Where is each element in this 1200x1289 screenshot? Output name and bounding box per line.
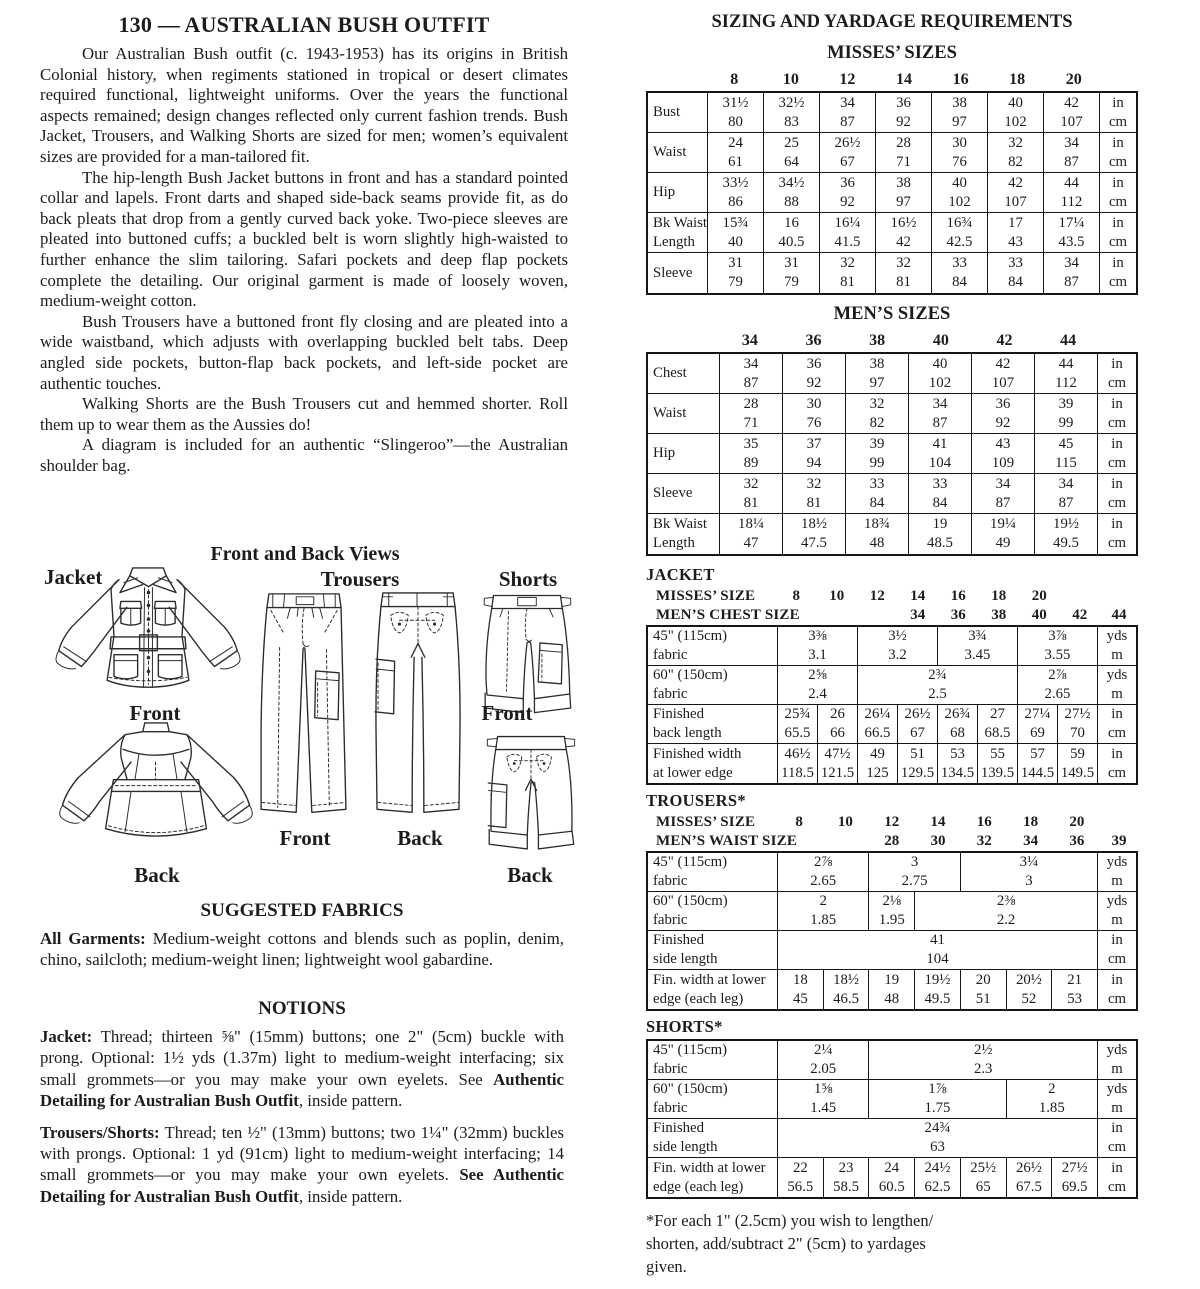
measurement-cell: 35 89 bbox=[720, 434, 783, 474]
size-column-header: 12 bbox=[839, 71, 856, 88]
shorts-back-drawing bbox=[480, 731, 582, 861]
yardage-cell: 27½ 69.5 bbox=[1052, 1158, 1098, 1197]
fabrics-section bbox=[40, 900, 564, 971]
measurement-cell: 42 107 bbox=[988, 173, 1044, 213]
size-column-header: 28 bbox=[884, 833, 900, 849]
measurement-cell: 32 82 bbox=[988, 133, 1044, 173]
row-label: Bk Waist Length bbox=[648, 514, 720, 554]
unit-cell: in cm bbox=[1100, 213, 1136, 253]
unit-cell: in cm bbox=[1100, 133, 1136, 173]
description-paragraph: Our Australian Bush outfit (c. 1943-1953) has its origins in British Colonial history, when regiments stationed in tropical or desert climates required functional, lightweight uniforms. Over the years the functional aspects remained; design changes reflected only current fashion trends. Bush Jacket, Trousers, and Walking Shorts are sized for men; women’s equivalent sizes are provided for a man-tailored fit. bbox=[40, 44, 568, 166]
measurement-cell: 34½ 88 bbox=[764, 173, 820, 213]
jacket-back-drawing bbox=[48, 719, 264, 861]
size-column-header: 40 bbox=[1031, 607, 1047, 623]
yardage-cell: 18½ 46.5 bbox=[824, 970, 870, 1009]
yardage-cell: 21 53 bbox=[1052, 970, 1098, 1009]
measurement-cell: 19½ 49.5 bbox=[1035, 514, 1098, 554]
yardage-cell: 3¾ 3.45 bbox=[938, 627, 1018, 666]
notions-heading: NOTIONS bbox=[258, 998, 346, 1019]
measurement-cell: 34 87 bbox=[1044, 133, 1100, 173]
size-row-label: MISSES’ SIZE bbox=[656, 588, 756, 604]
size-column-header: 10 bbox=[837, 814, 853, 830]
yardage-cell: 2⅜ 2.2 bbox=[915, 892, 1098, 931]
page-title: 130 — AUSTRALIAN BUSH OUTFIT bbox=[118, 12, 490, 37]
trousers-yardage-table bbox=[646, 813, 1138, 1011]
yardage-cell: 51 129.5 bbox=[898, 744, 938, 783]
measurement-cell: 36 92 bbox=[972, 394, 1035, 434]
notions-jacket-text: Jacket: Thread; thirteen ⅝" (15mm) buttons; one 2" (5cm) buckle with prong. Optional: 1½ yds (1.37m) light to medium-weight interfacing; six small grommets—or you may make your own eyelets. See Authentic Detailing for Australian Bush Outfit, inside pattern. bbox=[40, 1027, 564, 1111]
yardage-cell: 23 58.5 bbox=[824, 1158, 870, 1197]
trousers-table-heading: TROUSERS* bbox=[646, 791, 746, 810]
shorts-label: Shorts bbox=[498, 567, 558, 591]
shorts-table-heading: SHORTS* bbox=[646, 1017, 723, 1036]
measurement-cell: 43 109 bbox=[972, 434, 1035, 474]
yardage-cell: 25¾ 65.5 bbox=[778, 705, 818, 744]
measurement-cell: 24 61 bbox=[708, 133, 764, 173]
footnote-line: given. bbox=[646, 1257, 687, 1276]
shorts-back-caption: Back bbox=[507, 863, 553, 887]
row-label: Waist bbox=[648, 394, 720, 434]
measurement-cell: 42 107 bbox=[972, 354, 1035, 394]
yardage-cell: 2¾ 2.5 bbox=[858, 666, 1018, 705]
row-label: Bust bbox=[648, 93, 708, 133]
size-column-header: 30 bbox=[930, 833, 946, 849]
yardage-cell: 26¼ 66.5 bbox=[858, 705, 898, 744]
unit-cell: in cm bbox=[1098, 1119, 1136, 1158]
measurement-cell: 44 112 bbox=[1035, 354, 1098, 394]
jacket-front-caption: Front bbox=[129, 701, 181, 725]
mens-size-table bbox=[646, 330, 1138, 556]
unit-cell: yds m bbox=[1098, 853, 1136, 892]
size-column-header: 20 bbox=[1069, 814, 1085, 830]
measurement-cell: 17¼ 43.5 bbox=[1044, 213, 1100, 253]
size-column-header: 14 bbox=[930, 814, 946, 830]
measurement-cell: 33 84 bbox=[932, 253, 988, 293]
sizing-column bbox=[646, 12, 1138, 1278]
measurement-cell: 34 87 bbox=[909, 394, 972, 434]
yardage-grid bbox=[646, 625, 1138, 785]
measurement-cell: 36 92 bbox=[783, 354, 846, 394]
unit-cell: in cm bbox=[1098, 394, 1136, 434]
size-column-header: 10 bbox=[782, 71, 799, 88]
yardage-cell: 2⅞ 2.65 bbox=[1018, 666, 1098, 705]
yardage-cell: 59 149.5 bbox=[1058, 744, 1098, 783]
yardage-cell: 3¼ 3 bbox=[961, 853, 1098, 892]
unit-cell: in cm bbox=[1107, 745, 1127, 781]
yardage-cell: 27½ 70 bbox=[1058, 705, 1098, 744]
unit-cell: in cm bbox=[1098, 705, 1136, 744]
trousers-back-caption: Back bbox=[397, 826, 443, 850]
yardage-cell: 41 104 bbox=[778, 931, 1098, 970]
yardage-cell: 2⅛ 1.95 bbox=[869, 892, 915, 931]
size-column-header: 42 bbox=[1072, 607, 1088, 623]
jacket-label: Jacket bbox=[44, 565, 103, 589]
size-column-header: 42 bbox=[996, 332, 1013, 349]
description-paragraph: A diagram is included for an authentic “Slingeroo”—the Australian shoulder bag. bbox=[40, 435, 568, 475]
measurement-cell: 31 79 bbox=[764, 253, 820, 293]
size-column-header: 38 bbox=[991, 607, 1007, 623]
measurement-cell: 34 87 bbox=[1044, 253, 1100, 293]
notions-section bbox=[40, 998, 564, 1207]
measurement-cell: 17 43 bbox=[988, 213, 1044, 253]
measurement-cell: 37 94 bbox=[783, 434, 846, 474]
measurement-cell: 45 115 bbox=[1035, 434, 1098, 474]
row-label: Hip bbox=[648, 173, 708, 213]
measurement-cell: 16¾ 42.5 bbox=[932, 213, 988, 253]
unit-cell: in cm bbox=[1098, 434, 1136, 474]
jacket-yardage-table bbox=[646, 587, 1138, 785]
measurement-cell: 18¼ 47 bbox=[720, 514, 783, 554]
size-column-header: 36 bbox=[950, 607, 966, 623]
size-column-header: 34 bbox=[910, 607, 926, 623]
yardage-cell: 2⅞ 2.65 bbox=[778, 853, 869, 892]
row-label: Waist bbox=[648, 133, 708, 173]
size-header-row bbox=[646, 69, 1138, 91]
unit-cell: yds m bbox=[1098, 1080, 1136, 1119]
measurement-cell: 36 92 bbox=[820, 173, 876, 213]
yardage-cell: 2 1.85 bbox=[778, 892, 869, 931]
size-header-row bbox=[646, 832, 1138, 851]
shorts-yardage-table bbox=[646, 1039, 1138, 1199]
yardage-cell: 24¾ 63 bbox=[778, 1119, 1098, 1158]
yardage-cell: 53 134.5 bbox=[938, 744, 978, 783]
size-row-label: MEN’S CHEST SIZE bbox=[656, 607, 800, 623]
row-label: 45" (115cm) fabric bbox=[648, 627, 778, 666]
measurement-cell: 38 97 bbox=[846, 354, 909, 394]
jacket-back-caption: Back bbox=[134, 863, 180, 887]
measurement-cell: 31½ 80 bbox=[708, 93, 764, 133]
unit-cell: in cm bbox=[1108, 255, 1128, 290]
measurement-cell: 16¼ 41.5 bbox=[820, 213, 876, 253]
row-label: Fin. width at lower edge (each leg) bbox=[648, 1158, 778, 1197]
yardage-cell: 49 125 bbox=[858, 744, 898, 783]
yardage-cell: 18 45 bbox=[778, 970, 824, 1009]
unit-cell: yds m bbox=[1098, 627, 1136, 666]
measurement-cell: 38 97 bbox=[932, 93, 988, 133]
size-column-header: 34 bbox=[1023, 833, 1039, 849]
yardage-cell: 24½ 62.5 bbox=[915, 1158, 961, 1197]
notions-trousers-text: Trousers/Shorts: Thread; ten ½" (13mm) buttons; two 1¼" (32mm) buckles with prongs. Optional: 1 yd (91cm) light to medium-weight interfacing; 14 small grommets—or you may make your own eyelets. See Authentic Detailing for Australian Bush Outfit, inside pattern. bbox=[40, 1122, 564, 1206]
size-column-header: 16 bbox=[952, 71, 969, 88]
yardage-cell: 24 60.5 bbox=[869, 1158, 915, 1197]
footnote-line: shorten, add/subtract 2" (5cm) to yardages bbox=[646, 1234, 926, 1253]
yardage-cell: 2⅝ 2.4 bbox=[778, 666, 858, 705]
measurement-cell: 33 84 bbox=[909, 474, 972, 514]
measurement-cell: 15¾ 40 bbox=[708, 213, 764, 253]
yardage-cell: 22 56.5 bbox=[778, 1158, 824, 1197]
measurement-cell: 19¼ 49 bbox=[972, 514, 1035, 554]
size-column-header: 34 bbox=[741, 332, 758, 349]
unit-cell: in cm bbox=[1107, 1159, 1127, 1195]
unit-cell: in cm bbox=[1107, 516, 1127, 551]
unit-cell: in cm bbox=[1098, 931, 1136, 970]
measurement-cell: 16 40.5 bbox=[764, 213, 820, 253]
measurement-cell: 32 81 bbox=[720, 474, 783, 514]
size-column-header: 10 bbox=[829, 588, 845, 604]
size-column-header: 40 bbox=[932, 332, 949, 349]
trousers-front-caption: Front bbox=[279, 826, 331, 850]
measurement-cell: 40 102 bbox=[909, 354, 972, 394]
yardage-cell: 19½ 49.5 bbox=[915, 970, 961, 1009]
jacket-table-heading: JACKET bbox=[646, 565, 715, 584]
yardage-cell: 26½ 67 bbox=[898, 705, 938, 744]
measurement-cell: 42 107 bbox=[1044, 93, 1100, 133]
measurement-grid bbox=[646, 91, 1138, 295]
header-blank bbox=[1060, 587, 1139, 606]
trousers-label: Trousers bbox=[320, 567, 400, 591]
unit-cell: in cm bbox=[1107, 971, 1127, 1007]
sizing-title: SIZING AND YARDAGE REQUIREMENTS bbox=[711, 12, 1073, 32]
trousers-front-drawing bbox=[258, 589, 350, 823]
yardage-footnote bbox=[646, 1209, 1138, 1278]
views-section bbox=[30, 543, 615, 901]
intro-section bbox=[40, 12, 568, 476]
measurement-cell: 40 102 bbox=[932, 173, 988, 213]
size-header-row bbox=[646, 330, 1138, 352]
trousers-back-drawing bbox=[370, 589, 466, 823]
measurement-cell: 39 99 bbox=[1035, 394, 1098, 434]
header-blank bbox=[646, 69, 706, 91]
measurement-cell: 38 97 bbox=[876, 173, 932, 213]
size-column-header: 44 bbox=[1111, 607, 1127, 623]
shorts-front-caption: Front bbox=[481, 701, 533, 725]
size-column-header: 14 bbox=[895, 71, 912, 88]
yardage-cell: 2 1.85 bbox=[1007, 1080, 1098, 1119]
header-blank bbox=[1100, 330, 1138, 352]
size-column-header: 8 bbox=[795, 814, 803, 830]
description-paragraph: Walking Shorts are the Bush Trousers cut and hemmed shorter. Roll them up to wear them as the Aussies do! bbox=[40, 394, 568, 434]
size-header-row bbox=[646, 587, 1138, 606]
measurement-cell: 34 87 bbox=[1035, 474, 1098, 514]
row-label: 60" (150cm) fabric bbox=[648, 666, 778, 705]
yardage-cell: 19 48 bbox=[869, 970, 915, 1009]
yardage-cell: 2¼ 2.05 bbox=[778, 1041, 869, 1080]
views-heading: Front and Back Views bbox=[210, 543, 400, 565]
measurement-cell: 30 76 bbox=[783, 394, 846, 434]
size-column-header: 18 bbox=[1009, 71, 1026, 88]
yardage-cell: 3⅞ 3.55 bbox=[1018, 627, 1098, 666]
yardage-cell: 46½ 118.5 bbox=[778, 744, 818, 783]
unit-cell: in cm bbox=[1098, 354, 1136, 394]
description-paragraph: Bush Trousers have a buttoned front fly closing and are pleated into a wide waistband, which adjusts with overlapping buckled belt tabs. Deep angled side pockets, button-flap back pockets, and left-side pocket are authentic touches. bbox=[40, 311, 568, 393]
measurement-cell: 19 48.5 bbox=[909, 514, 972, 554]
yardage-cell: 27¼ 69 bbox=[1018, 705, 1058, 744]
yardage-cell: 20 51 bbox=[961, 970, 1007, 1009]
yardage-cell: 1⅝ 1.45 bbox=[778, 1080, 869, 1119]
unit-cell: in cm bbox=[1100, 93, 1136, 133]
yardage-cell: 1⅞ 1.75 bbox=[869, 1080, 1006, 1119]
size-column-header: 38 bbox=[869, 332, 886, 349]
size-column-header: 36 bbox=[1069, 833, 1085, 849]
unit-cell: in cm bbox=[1100, 173, 1136, 213]
measurement-cell: 34 87 bbox=[720, 354, 783, 394]
description-text bbox=[40, 44, 568, 476]
yardage-cell: 25½ 65 bbox=[961, 1158, 1007, 1197]
footnote-line: *For each 1" (2.5cm) you wish to lengthen/ bbox=[646, 1211, 934, 1230]
size-column-header: 12 bbox=[869, 588, 885, 604]
size-column-header: 20 bbox=[1031, 588, 1047, 604]
fabrics-text: All Garments: Medium-weight cottons and blends such as poplin, denim, chino, sailcloth; medium-weight linen; lightweight wool gabardine. bbox=[40, 929, 565, 970]
measurement-cell: 28 71 bbox=[720, 394, 783, 434]
measurement-cell: 18¾ 48 bbox=[846, 514, 909, 554]
size-row-label: MEN’S WAIST SIZE bbox=[656, 833, 798, 849]
description-paragraph: The hip-length Bush Jacket buttons in front and has a standard pointed collar and lapels. Front darts and shaped side-back seams provide fit, as do back pleats that drop from a gently curved back yoke. Two-piece sleeves are pleated into buttoned cuffs; a buckled belt is worn slightly high-waisted to further enhance the slim tailoring. Safari pockets and deep flap pockets complete the detailing. Our original garment is made of loosely woven, medium-weight cotton. bbox=[40, 167, 568, 311]
yardage-cell: 57 144.5 bbox=[1018, 744, 1058, 783]
yardage-cell: 3½ 3.2 bbox=[858, 627, 938, 666]
measurement-cell: 26½ 67 bbox=[820, 133, 876, 173]
size-column-header: 18 bbox=[991, 588, 1007, 604]
measurement-cell: 34 87 bbox=[820, 93, 876, 133]
size-column-header: 12 bbox=[884, 814, 900, 830]
measurement-cell: 33½ 86 bbox=[708, 173, 764, 213]
size-column-header: 16 bbox=[950, 588, 966, 604]
size-header-row bbox=[646, 606, 1138, 625]
header-blank bbox=[1100, 813, 1138, 832]
size-column-header: 14 bbox=[910, 588, 926, 604]
misses-sizes-title: MISSES’ SIZES bbox=[827, 43, 957, 63]
yardage-cell: 26½ 67.5 bbox=[1007, 1158, 1053, 1197]
yardage-cell: 26¾ 68 bbox=[938, 705, 978, 744]
size-column-header: 39 bbox=[1111, 833, 1127, 849]
measurement-cell: 30 76 bbox=[932, 133, 988, 173]
row-label: Fin. width at lower edge (each leg) bbox=[648, 970, 778, 1009]
row-label: 45" (115cm) fabric bbox=[648, 1041, 778, 1080]
jacket-front-drawing bbox=[42, 561, 254, 701]
yardage-grid bbox=[646, 1039, 1138, 1199]
size-column-header: 20 bbox=[1065, 71, 1082, 88]
unit-cell: yds m bbox=[1098, 1041, 1136, 1080]
size-column-header: 36 bbox=[805, 332, 822, 349]
measurement-cell: 34 87 bbox=[972, 474, 1035, 514]
header-blank bbox=[1102, 69, 1138, 91]
yardage-cell: 27 68.5 bbox=[978, 705, 1018, 744]
measurement-cell: 28 71 bbox=[876, 133, 932, 173]
unit-cell: yds m bbox=[1098, 892, 1136, 931]
row-label: Hip bbox=[648, 434, 720, 474]
measurement-grid bbox=[646, 352, 1138, 556]
mens-sizes-title: MEN’S SIZES bbox=[833, 304, 951, 324]
misses-size-table bbox=[646, 69, 1138, 295]
measurement-cell: 25 64 bbox=[764, 133, 820, 173]
fabrics-heading: SUGGESTED FABRICS bbox=[200, 900, 404, 921]
row-label: 60" (150cm) fabric bbox=[648, 1080, 778, 1119]
measurement-cell: 39 99 bbox=[846, 434, 909, 474]
row-label: 45" (115cm) fabric bbox=[648, 853, 778, 892]
row-label: Finished side length bbox=[648, 931, 778, 970]
unit-cell: in cm bbox=[1098, 474, 1136, 514]
measurement-cell: 32 81 bbox=[876, 253, 932, 293]
yardage-cell: 26 66 bbox=[818, 705, 858, 744]
measurement-cell: 31 79 bbox=[708, 253, 764, 293]
size-column-header: 16 bbox=[976, 814, 992, 830]
size-row-label: MISSES’ SIZE bbox=[656, 814, 756, 830]
measurement-cell: 18½ 47.5 bbox=[783, 514, 846, 554]
yardage-cell: 20½ 52 bbox=[1007, 970, 1053, 1009]
size-column-header: 32 bbox=[976, 833, 992, 849]
measurement-cell: 33 84 bbox=[846, 474, 909, 514]
unit-cell: yds m bbox=[1098, 666, 1136, 705]
measurement-cell: 32 82 bbox=[846, 394, 909, 434]
measurement-cell: 33 84 bbox=[988, 253, 1044, 293]
measurement-cell: 40 102 bbox=[988, 93, 1044, 133]
measurement-cell: 36 92 bbox=[876, 93, 932, 133]
row-label: Sleeve bbox=[648, 474, 720, 514]
yardage-cell: 2½ 2.3 bbox=[869, 1041, 1098, 1080]
row-label: Bk Waist Length bbox=[648, 213, 708, 253]
size-column-header: 8 bbox=[792, 588, 800, 604]
row-label: Sleeve bbox=[648, 253, 708, 293]
measurement-cell: 32½ 83 bbox=[764, 93, 820, 133]
row-label: Finished side length bbox=[648, 1119, 778, 1158]
size-header-row bbox=[646, 813, 1138, 832]
row-label: Chest bbox=[648, 354, 720, 394]
yardage-cell: 55 139.5 bbox=[978, 744, 1018, 783]
size-column-header: 8 bbox=[730, 71, 739, 88]
measurement-cell: 32 81 bbox=[820, 253, 876, 293]
measurement-cell: 41 104 bbox=[909, 434, 972, 474]
yardage-grid bbox=[646, 851, 1138, 1011]
measurement-cell: 16½ 42 bbox=[876, 213, 932, 253]
row-label: Finished width at lower edge bbox=[648, 744, 778, 783]
yardage-cell: 3 2.75 bbox=[869, 853, 960, 892]
row-label: 60" (150cm) fabric bbox=[648, 892, 778, 931]
row-label: Finished back length bbox=[648, 705, 778, 744]
measurement-cell: 44 112 bbox=[1044, 173, 1100, 213]
yardage-cell: 47½ 121.5 bbox=[818, 744, 858, 783]
size-column-header: 18 bbox=[1023, 814, 1039, 830]
size-column-header: 44 bbox=[1060, 332, 1077, 349]
yardage-cell: 3⅜ 3.1 bbox=[778, 627, 858, 666]
header-blank bbox=[646, 330, 718, 352]
measurement-cell: 32 81 bbox=[783, 474, 846, 514]
